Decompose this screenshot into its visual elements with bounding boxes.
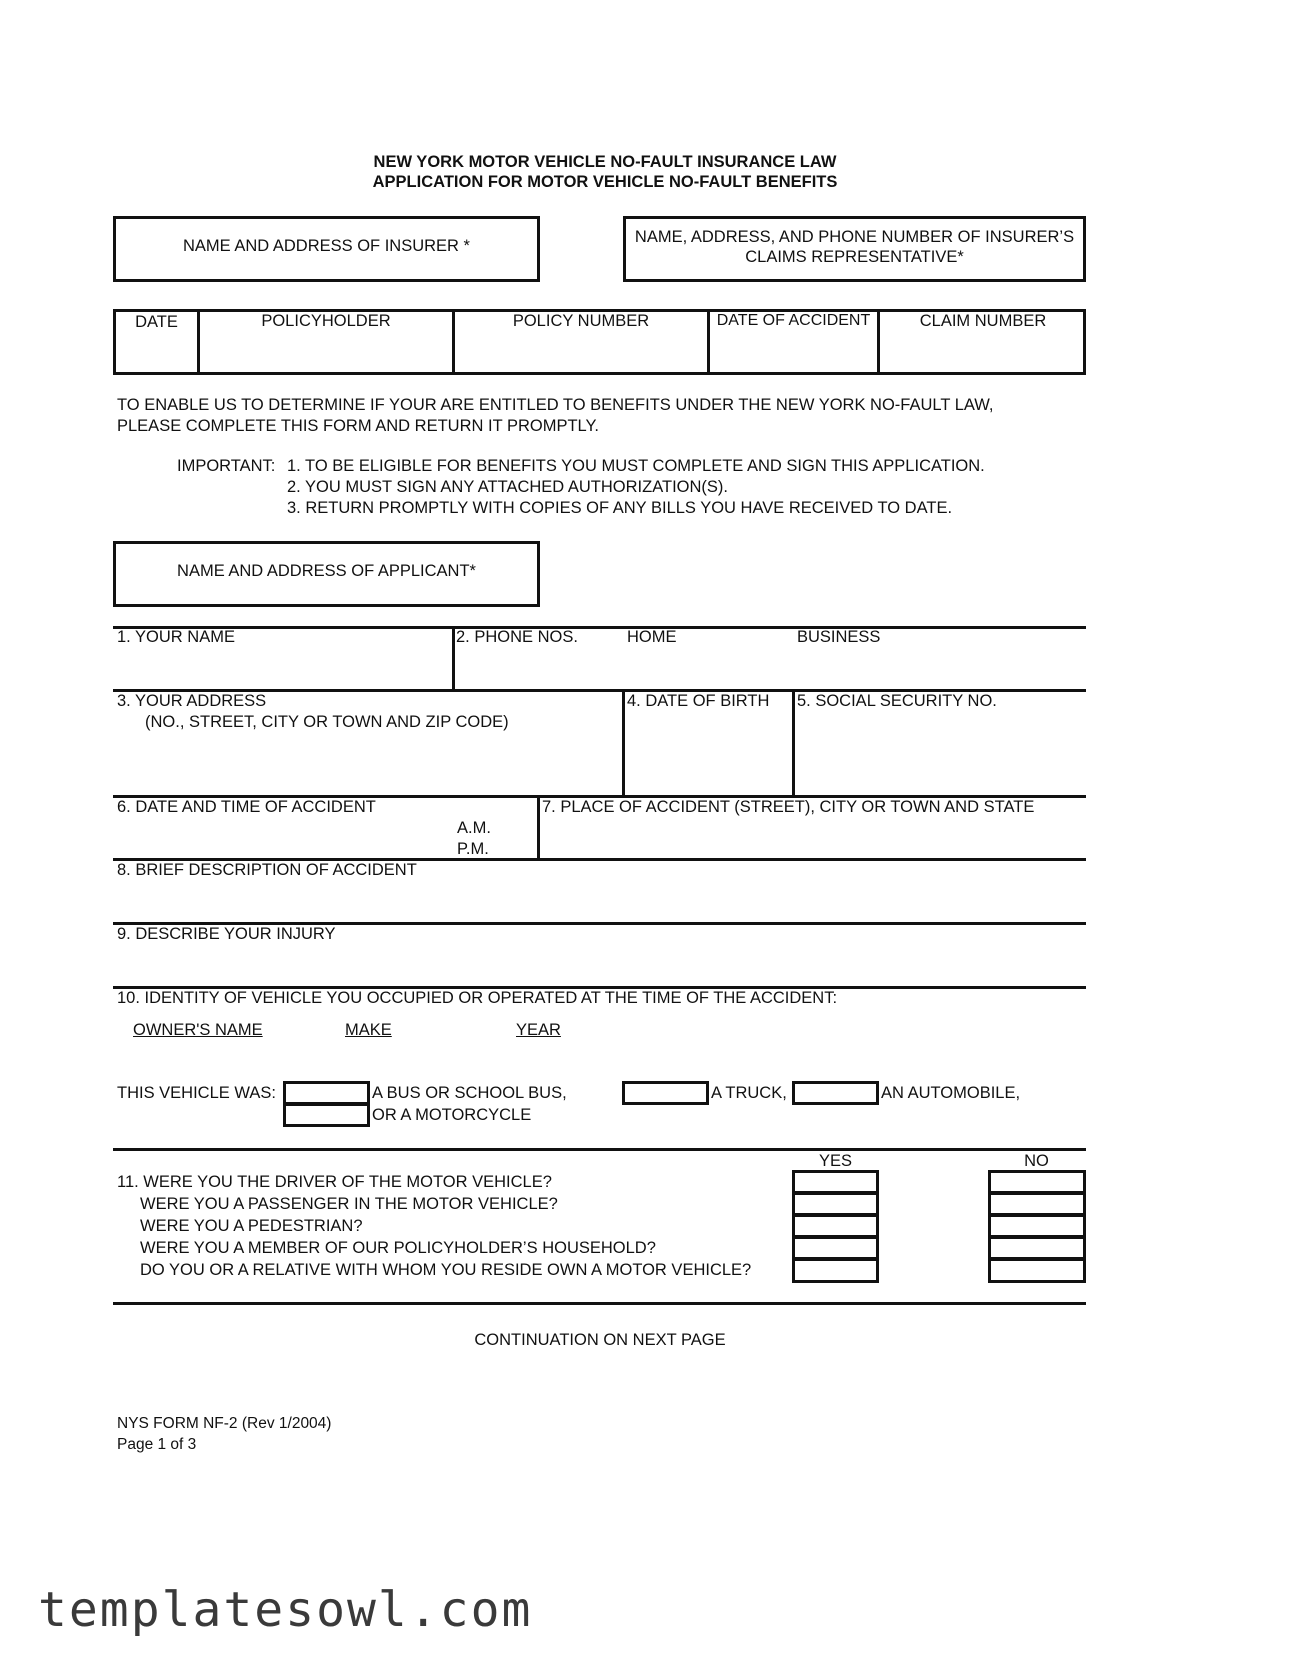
business-phone-field[interactable]: BUSINESS: [797, 628, 881, 646]
watermark: templatesowl.com: [38, 1582, 533, 1638]
ssn-field[interactable]: 5. SOCIAL SECURITY NO.: [797, 692, 997, 710]
date-time-accident-field[interactable]: 6. DATE AND TIME OF ACCIDENT: [117, 798, 376, 816]
pedestrian-no-checkbox[interactable]: [988, 1214, 1086, 1238]
own-vehicle-yes-checkbox[interactable]: [792, 1258, 879, 1283]
form-title-line1: NEW YORK MOTOR VEHICLE NO-FAULT INSURANCE LAW: [373, 153, 837, 171]
vehicle-identity-label: 10. IDENTITY OF VEHICLE YOU OCCUPIED OR OPERATED AT THE TIME OF THE ACCIDENT:: [117, 989, 838, 1007]
owners-name-field[interactable]: OWNER'S NAME: [133, 1021, 263, 1039]
bus-checkbox[interactable]: [283, 1081, 370, 1105]
question-own-vehicle: DO YOU OR A RELATIVE WITH WHOM YOU RESIDE OWN A MOTOR VEHICLE?: [140, 1261, 752, 1279]
rule: [113, 1148, 1086, 1151]
insurer-box[interactable]: [113, 216, 540, 282]
your-address-field[interactable]: 3. YOUR ADDRESS: [117, 692, 267, 710]
automobile-option-label: AN AUTOMOBILE,: [881, 1084, 1021, 1102]
address-hint: (NO., STREET, CITY OR TOWN AND ZIP CODE): [145, 713, 509, 731]
form-id: NYS FORM NF-2 (Rev 1/2004): [117, 1415, 332, 1432]
continuation-note: CONTINUATION ON NEXT PAGE: [474, 1331, 726, 1349]
automobile-checkbox[interactable]: [792, 1081, 879, 1105]
question-passenger: WERE YOU A PASSENGER IN THE MOTOR VEHICLE?: [140, 1195, 558, 1213]
make-field[interactable]: MAKE: [345, 1021, 392, 1039]
insurer-label: NAME AND ADDRESS OF INSURER *: [183, 237, 470, 255]
pm-option[interactable]: P.M.: [457, 840, 489, 858]
date-of-birth-field[interactable]: 4. DATE OF BIRTH: [627, 692, 770, 710]
date-cell[interactable]: DATE: [135, 313, 178, 331]
divider: [452, 626, 455, 690]
yes-column-header: YES: [818, 1152, 853, 1170]
important-label: IMPORTANT:: [177, 457, 276, 475]
truck-option-label: A TRUCK,: [711, 1084, 787, 1102]
important-item-1: 1. TO BE ELIGIBLE FOR BENEFITS YOU MUST COMPLETE AND SIGN THIS APPLICATION.: [287, 457, 985, 475]
rule: [113, 626, 1086, 629]
your-name-field[interactable]: 1. YOUR NAME: [117, 628, 235, 646]
page-number: Page 1 of 3: [117, 1436, 197, 1453]
claims-rep-label-line1: NAME, ADDRESS, AND PHONE NUMBER OF INSURER’S: [634, 228, 1075, 246]
intro-line1: TO ENABLE US TO DETERMINE IF YOUR ARE ENTITLED TO BENEFITS UNDER THE NEW YORK NO-FAULT LAW,: [117, 396, 994, 414]
driver-yes-checkbox[interactable]: [792, 1170, 879, 1194]
important-item-2: 2. YOU MUST SIGN ANY ATTACHED AUTHORIZATION(S).: [287, 478, 728, 496]
date-of-accident-cell[interactable]: DATE OF ACCIDENT: [716, 312, 871, 329]
home-phone-field[interactable]: HOME: [627, 628, 677, 646]
own-vehicle-no-checkbox[interactable]: [988, 1258, 1086, 1283]
passenger-yes-checkbox[interactable]: [792, 1192, 879, 1216]
intro-line2: PLEASE COMPLETE THIS FORM AND RETURN IT PROMPTLY.: [117, 417, 599, 435]
pedestrian-yes-checkbox[interactable]: [792, 1214, 879, 1238]
no-column-header: NO: [1024, 1152, 1049, 1170]
divider: [622, 689, 625, 796]
motorcycle-checkbox[interactable]: [283, 1103, 370, 1127]
applicant-label: NAME AND ADDRESS OF APPLICANT*: [177, 562, 476, 580]
divider: [537, 795, 540, 859]
injury-description-field[interactable]: 9. DESCRIBE YOUR INJURY: [117, 925, 336, 943]
claims-rep-box[interactable]: [623, 216, 1086, 282]
important-item-3: 3. RETURN PROMPTLY WITH COPIES OF ANY BILLS YOU HAVE RECEIVED TO DATE.: [287, 499, 953, 517]
vehicle-type-label: THIS VEHICLE WAS:: [117, 1084, 276, 1102]
policyholder-cell[interactable]: POLICYHOLDER: [261, 312, 391, 330]
bus-option-label: A BUS OR SCHOOL BUS,: [372, 1084, 567, 1102]
question-driver: 11. WERE YOU THE DRIVER OF THE MOTOR VEHICLE?: [117, 1173, 552, 1191]
household-no-checkbox[interactable]: [988, 1236, 1086, 1260]
form-title-line2: APPLICATION FOR MOTOR VEHICLE NO-FAULT BENEFITS: [372, 173, 838, 191]
question-household: WERE YOU A MEMBER OF OUR POLICYHOLDER’S HOUSEHOLD?: [140, 1239, 656, 1257]
accident-description-field[interactable]: 8. BRIEF DESCRIPTION OF ACCIDENT: [117, 861, 417, 879]
am-option[interactable]: A.M.: [457, 819, 491, 837]
year-field[interactable]: YEAR: [516, 1021, 561, 1039]
phone-nos-label: 2. PHONE NOS.: [456, 628, 578, 646]
policy-number-cell[interactable]: POLICY NUMBER: [512, 312, 650, 330]
rule: [113, 1302, 1086, 1305]
divider: [792, 689, 795, 796]
household-yes-checkbox[interactable]: [792, 1236, 879, 1260]
claims-rep-label-line2: CLAIMS REPRESENTATIVE*: [745, 248, 964, 266]
motorcycle-option-label: OR A MOTORCYCLE: [372, 1106, 532, 1124]
applicant-box[interactable]: [113, 541, 540, 607]
driver-no-checkbox[interactable]: [988, 1170, 1086, 1194]
claim-number-cell[interactable]: CLAIM NUMBER: [919, 312, 1047, 330]
place-of-accident-field[interactable]: 7. PLACE OF ACCIDENT (STREET), CITY OR TOWN AND STATE: [542, 798, 1035, 816]
question-pedestrian: WERE YOU A PEDESTRIAN?: [140, 1217, 363, 1235]
passenger-no-checkbox[interactable]: [988, 1192, 1086, 1216]
truck-checkbox[interactable]: [622, 1081, 709, 1105]
